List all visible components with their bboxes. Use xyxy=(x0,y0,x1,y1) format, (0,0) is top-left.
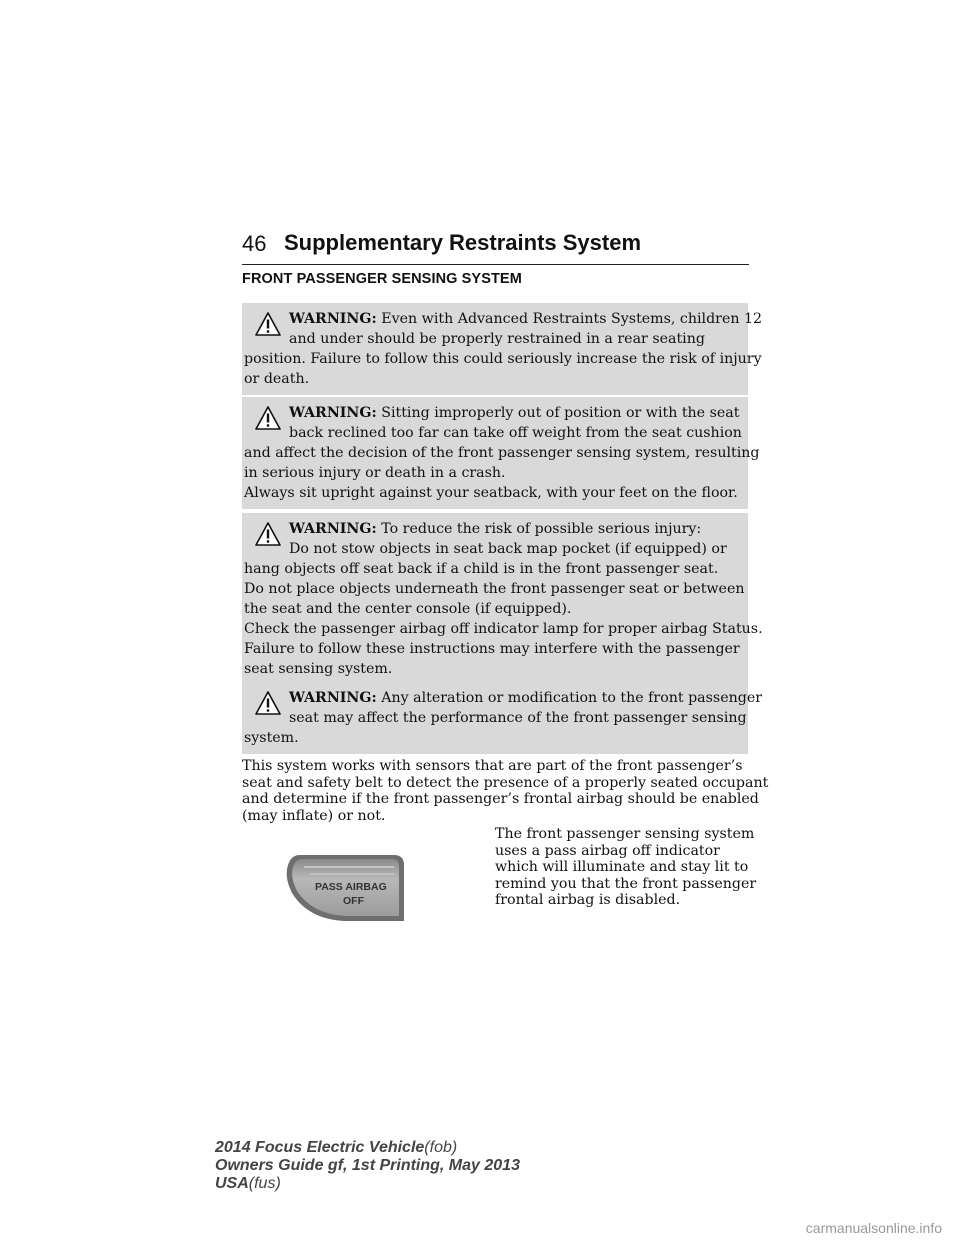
description-line: The front passenger sensing system xyxy=(495,826,755,842)
warning-text: Even with Advanced Restraints Systems, children 12 xyxy=(381,311,763,327)
body-paragraph xyxy=(242,758,769,824)
warning-text: the seat and the center console (if equipped). xyxy=(244,601,572,617)
warning-text: Failure to follow these instructions may interfere with the passenger xyxy=(244,641,740,657)
body-line: and determine if the front passenger’s frontal airbag should be enabled xyxy=(242,791,759,807)
warning-box xyxy=(242,397,760,509)
footer-market-code: (fus) xyxy=(248,1175,281,1192)
warning-text: seat sensing system. xyxy=(244,661,393,677)
footer-market: USA xyxy=(215,1175,249,1192)
warning-text: or death. xyxy=(244,371,310,387)
watermark: carmanualsonline.info xyxy=(805,1220,942,1236)
warning-box xyxy=(242,682,762,754)
warning-lead: WARNING: xyxy=(289,405,377,421)
page-header xyxy=(242,230,749,265)
description-line: uses a pass airbag off indicator xyxy=(495,842,720,859)
warning-box xyxy=(242,303,763,395)
warning-lead: WARNING: xyxy=(289,521,377,537)
warning-text: Do not stow objects in seat back map pocket (if equipped) or xyxy=(289,541,727,557)
description-line: frontal airbag is disabled. xyxy=(495,892,681,908)
footer-printing: Owners Guide gf, 1st Printing, May 2013 xyxy=(215,1157,520,1174)
body-line: This system works with sensors that are part of the front passenger’s xyxy=(242,758,743,774)
warning-icon xyxy=(255,406,281,430)
page-footer xyxy=(215,1139,520,1193)
warning-text: position. Failure to follow this could seriously increase the risk of injury xyxy=(244,351,762,367)
chapter-title: Supplementary Restraints System xyxy=(284,230,642,255)
body-line: (may inflate) or not. xyxy=(242,807,386,824)
body-line: seat and safety belt to detect the presence of a properly seated occupant xyxy=(242,774,769,791)
warning-text: Always sit upright against your seatback, with your feet on the floor. xyxy=(244,485,738,501)
warning-text: Check the passenger airbag off indicator lamp for proper airbag Status. xyxy=(244,621,763,637)
footer-code: (fob) xyxy=(424,1139,458,1156)
warning-text: Sitting improperly out of position or with the seat xyxy=(381,405,740,421)
warning-text: system. xyxy=(244,730,299,746)
indicator-description xyxy=(495,826,756,909)
description-line: remind you that the front passenger xyxy=(495,875,757,892)
warning-text: back reclined too far can take off weight from the seat cushion xyxy=(289,425,742,441)
warning-lead: WARNING: xyxy=(289,311,377,327)
warning-lead: WARNING: xyxy=(289,690,377,706)
indicator-label: PASS AIRBAG xyxy=(315,881,387,893)
warning-text: seat may affect the performance of the front passenger sensing xyxy=(289,710,747,726)
indicator-label: OFF xyxy=(343,895,364,907)
warning-text: Any alteration or modification to the front passenger xyxy=(381,690,762,706)
warning-icon xyxy=(255,312,281,336)
description-line: which will illuminate and stay lit to xyxy=(495,859,749,875)
page-number: 46 xyxy=(242,231,267,256)
warning-icon xyxy=(255,691,281,715)
warning-box xyxy=(242,513,763,685)
warning-text: and affect the decision of the front passenger sensing system, resulting xyxy=(244,445,760,461)
footer-vehicle: 2014 Focus Electric Vehicle xyxy=(215,1139,425,1156)
section-title: FRONT PASSENGER SENSING SYSTEM xyxy=(242,271,522,287)
pass-airbag-off-indicator xyxy=(282,853,406,923)
warning-text: Do not place objects underneath the front passenger seat or between xyxy=(244,581,745,597)
warning-text: hang objects off seat back if a child is in the front passenger seat. xyxy=(244,561,719,577)
warning-text: in serious injury or death in a crash. xyxy=(244,465,506,481)
warning-icon xyxy=(255,522,281,546)
warning-text: To reduce the risk of possible serious injury: xyxy=(381,521,702,537)
warning-text: and under should be properly restrained in a rear seating xyxy=(289,331,705,347)
